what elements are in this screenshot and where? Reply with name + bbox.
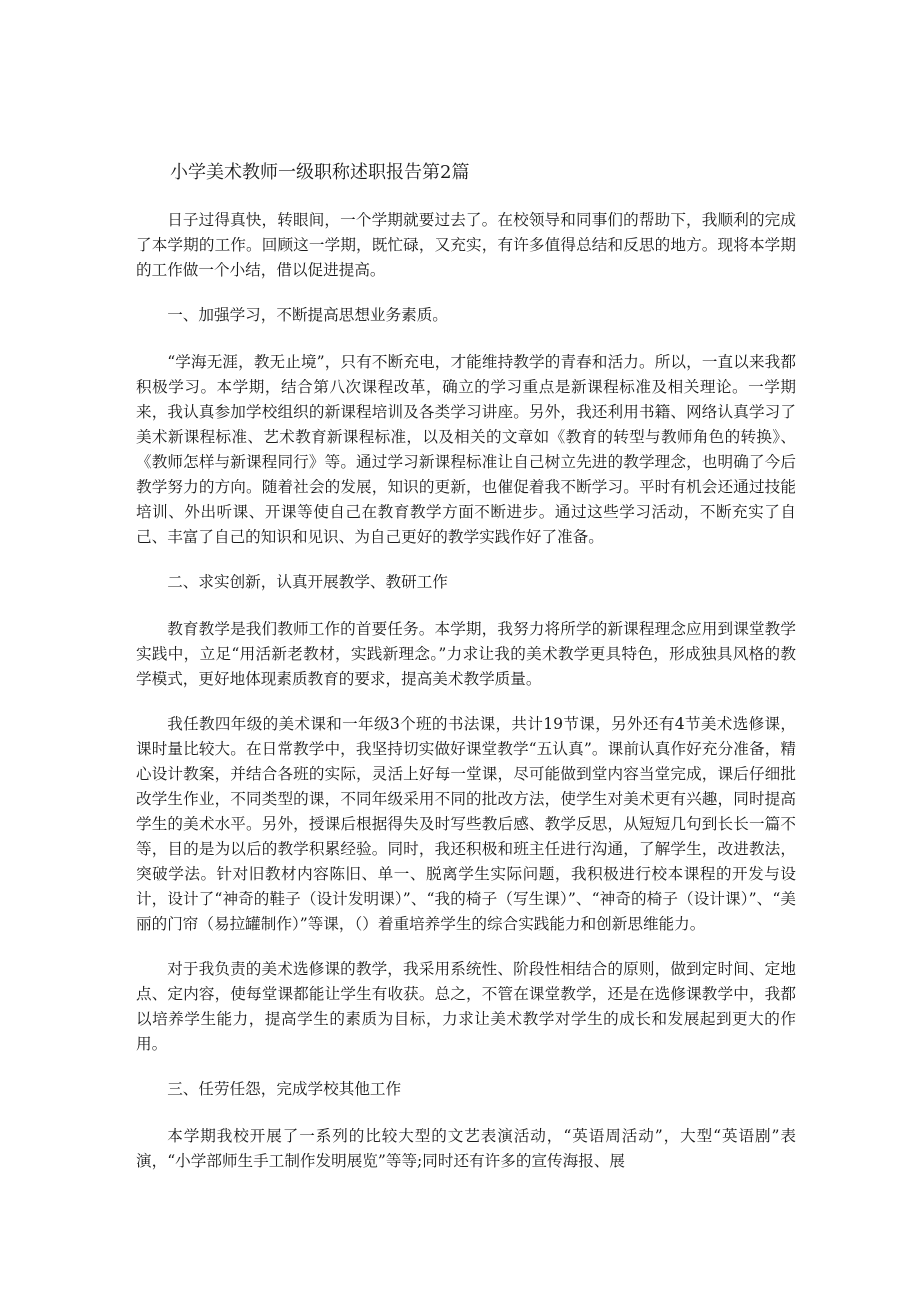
document-body: [136, 208, 796, 1194]
paragraph-study: “学海无涯，教无止境”，只有不断充电，才能维持教学的青春和活力。所以，一直以来我都积极学习。本学期，结合第八次课程改革，确立的学习重点是新课程标准及相关理论。一学期来，我认真参加学校组织的新课程培训及各类学习讲座。另外，我还利用书籍、网络认真学习了美术新课程标准、艺术教育新课程标准，以及相关的文章如《教育的转型与教师角色的转换》、《教师怎样与新课程同行》等。通过学习新课程标准让自己树立先进的教学理念，也明确了今后教学努力的方向。随着社会的发展，知识的更新，也催促着我不断学习。平时有机会还通过技能培训、外出听课、开课等使自己在教育教学方面不断进步。通过这些学习活动，不断充实了自己、丰富了自己的知识和见识、为自己更好的教学实践作好了准备。: [136, 353, 796, 546]
section-heading-3: 三、任劳任怨，完成学校其他工作: [167, 1080, 402, 1098]
document-title: 小学美术教师一级职称述职报告第2篇: [170, 162, 470, 183]
paragraph-activities: 本学期我校开展了一系列的比较大型的文艺表演活动，“英语周活动”，大型“英语剧”表演，“小学部师生手工制作发明展览”等等;同时还有许多的宣传海报、展: [136, 1127, 796, 1170]
section-heading-2: 二、求实创新，认真开展教学、教研工作: [167, 573, 448, 591]
paragraph-intro: 日子过得真快，转眼间，一个学期就要过去了。在校领导和同事们的帮助下，我顺利的完成了本学期的工作。回顾这一学期，既忙碌，又充实，有许多值得总结和反思的地方。现将本学期的工作做一个小结，借以促进提高。: [136, 211, 796, 279]
section-heading-1: 一、加强学习，不断提高思想业务素质。: [167, 306, 448, 324]
paragraph-teaching-task: 教育教学是我们教师工作的首要任务。本学期，我努力将所学的新课程理念应用到课堂教学实践中，立足“用活新老教材，实践新理念。”力求让我的美术教学更具特色，形成独具风格的教学模式，更好地体现素质教育的要求，提高美术教学质量。: [136, 620, 796, 688]
paragraph-classes: 我任教四年级的美术课和一年级3个班的书法课，共计19节课，另外还有4节美术选修课，课时量比较大。在日常教学中，我坚持切实做好课堂教学“五认真”。课前认真作好充分准备，精心设计教案，并结合各班的实际，灵活上好每一堂课，尽可能做到堂内容当堂完成，课后仔细批改学生作业，不同类型的课，不同年级采用不同的批改方法，使学生对美术更有兴趣，同时提高学生的美术水平。另外，授课后根据得失及时写些教后感、教学反思，从短短几句到长长一篇不等，目的是为以后的教学积累经验。同时，我还积极和班主任进行沟通，了解学生，改进教法，突破学法。针对旧教材内容陈旧、单一、脱离学生实际问题，我积极进行校本课程的开发与设计，设计了“神奇的鞋子（设计发明课）”、“我的椅子（写生课）”、“神奇的椅子（设计课）”、“美丽的门帘（易拉罐制作）”等课，（）着重培养学生的综合实践能力和创新思维能力。: [136, 715, 796, 933]
paragraph-elective: 对于我负责的美术选修课的教学，我采用系统性、阶段性相结合的原则，做到定时间、定地点、定内容，使每堂课都能让学生有收获。总之，不管在课堂教学，还是在选修课教学中，我都以培养学生能力，提高学生的素质为目标，力求让美术教学对学生的成长和发展起到更大的作用。: [136, 960, 796, 1053]
